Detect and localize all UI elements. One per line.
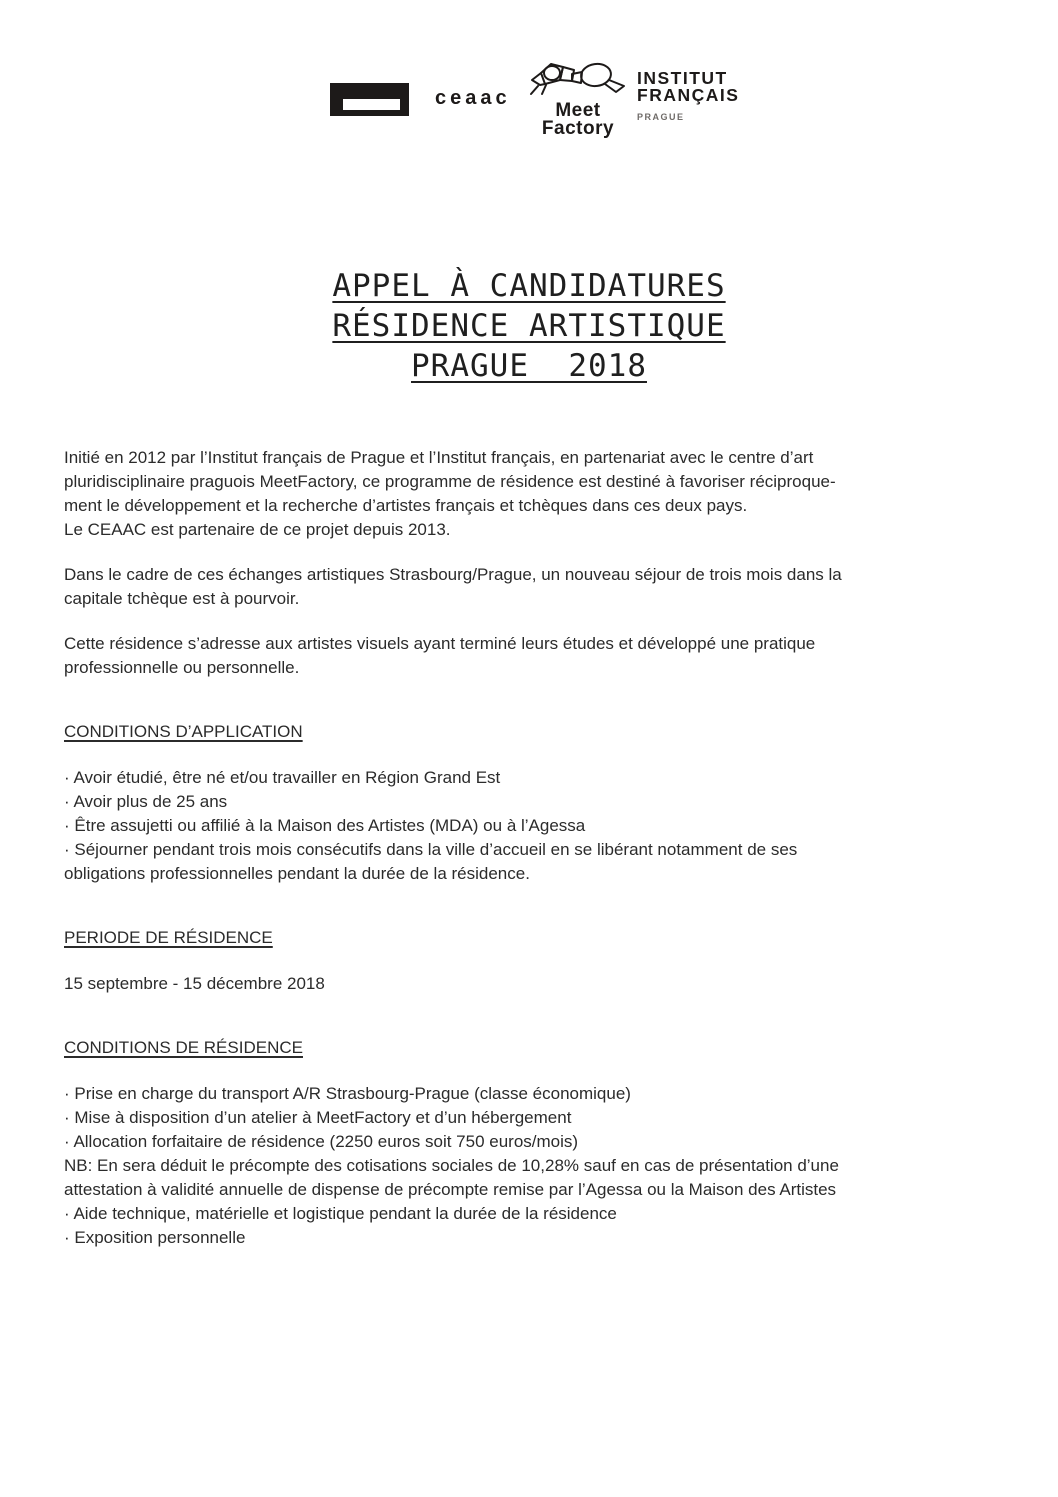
periode-residence-dates (64, 972, 1004, 996)
document-title (0, 266, 1058, 386)
meetfactory-logo-text-factory: Factory (541, 118, 615, 139)
nb-note-line: attestation à validité annuelle de dispense de précompte remise par l’Agessa ou la Maison des Artistes (64, 1180, 837, 1199)
meetfactory-sketch-icon (526, 60, 630, 102)
conditions-residence-list (64, 1082, 1004, 1250)
ceaac-logo-inner-bar (343, 99, 400, 110)
institut-francais-logo-line2: FRANÇAIS (637, 84, 740, 105)
paragraph-line: Dans le cadre de ces échanges artistiques Strasbourg/Prague, un nouveau séjour de trois mois dans la (64, 565, 842, 584)
bullet-continuation-line: obligations professionnelles pendant la durée de la résidence. (64, 864, 530, 883)
paragraph-line: Initié en 2012 par l’Institut français de Prague et l’Institut français, en partenariat avec le centre d’art (64, 448, 814, 467)
bullet-line: · Séjourner pendant trois mois consécutifs dans la ville d’accueil en se libérant notamment de ses (64, 840, 798, 859)
nb-note-line: NB: En sera déduit le précompte des cotisations sociales de 10,28% sauf en cas de présentation d’une (64, 1156, 839, 1175)
conditions-application-list (64, 766, 1004, 886)
bullet-line: · Allocation forfaitaire de résidence (2250 euros soit 750 euros/mois) (64, 1132, 579, 1151)
bullet-line: · Avoir plus de 25 ans (64, 792, 228, 811)
bullet-line: · Avoir étudié, être né et/ou travailler en Région Grand Est (64, 768, 501, 787)
paragraph-line: Cette résidence s’adresse aux artistes visuels ayant terminé leurs études et développé une pratique (64, 634, 816, 653)
paragraph-line: Le CEAAC est partenaire de ce projet depuis 2013. (64, 520, 451, 539)
institut-francais-logo-city: PRAGUE (637, 112, 685, 122)
bullet-line: · Prise en charge du transport A/R Strasbourg-Prague (classe économique) (64, 1084, 631, 1103)
document-body (64, 446, 1004, 1250)
section-heading-conditions-residence: CONDITIONS DE RÉSIDENCE (64, 1038, 303, 1057)
bullet-line: · Être assujetti ou affilié à la Maison des Artistes (MDA) ou à l’Agessa (64, 816, 586, 835)
intro-paragraph-3 (64, 632, 1004, 680)
residence-date-range: 15 septembre - 15 décembre 2018 (64, 974, 325, 993)
meetfactory-logo-text-meet: Meet (555, 100, 601, 121)
title-line-3: PRAGUE 2018 (411, 348, 647, 384)
paragraph-line: capitale tchèque est à pourvoir. (64, 589, 300, 608)
paragraph-line: ment le développement et la recherche d’artistes français et tchèques dans ces deux pays. (64, 496, 748, 515)
meetfactory-logo (524, 60, 632, 138)
institut-francais-logo (637, 70, 739, 122)
institut-francais-logo-line1: INSTITUT (637, 68, 728, 88)
ceaac-logo-text: ceaac (435, 87, 511, 109)
bullet-line: · Mise à disposition d’un atelier à MeetFactory et d’un hébergement (64, 1108, 572, 1127)
title-line-2: RÉSIDENCE ARTISTIQUE (332, 308, 726, 344)
bullet-line: · Exposition personnelle (64, 1228, 246, 1247)
title-line-1: APPEL À CANDIDATURES (332, 268, 726, 304)
bullet-line: · Aide technique, matérielle et logistique pendant la durée de la résidence (64, 1204, 617, 1223)
ceaac-logo-icon (330, 83, 409, 116)
logo-header (0, 0, 1058, 150)
intro-paragraph-1 (64, 446, 1004, 542)
paragraph-line: professionnelle ou personnelle. (64, 658, 300, 677)
paragraph-line: pluridisciplinaire praguois MeetFactory, ce programme de résidence est destiné à favoriser réciproque- (64, 472, 836, 491)
section-heading-periode-residence: PERIODE DE RÉSIDENCE (64, 928, 273, 947)
section-heading-conditions-application: CONDITIONS D’APPLICATION (64, 722, 303, 741)
intro-paragraph-2 (64, 563, 1004, 611)
